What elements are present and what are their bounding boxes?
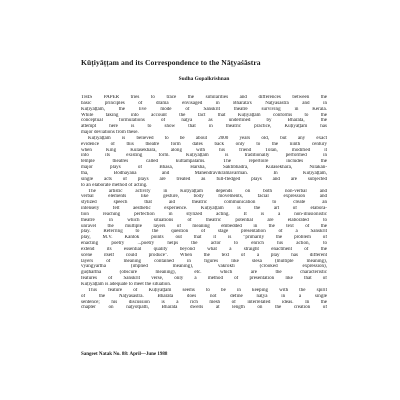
text-line: The artistic activity in Kūṭiyāṭṭam depends on both non-verbal and [88,188,327,194]
text-line: gūḍhārtha (obscure meaning), etc. which are the characteristic [81,270,327,276]
text-line: verbal elements like gesture, body movements, facial expression and [81,194,327,200]
text-line: temple theatres called kūttampalams. The repertoire includes the [81,159,327,165]
text-line: basic principles of drama envisaged in Bharata's Nāṭyaśāstra and in [81,100,327,106]
text-line: Kūṭiyāṭṭam is believed to be about 2000 years old, but any exact [88,135,327,141]
text-line: THIS PAPER tries to trace the similarities and differences between the [81,95,327,100]
text-line: into its existing form. Kūṭiyāṭṭam is traditionally performed in [81,153,327,159]
text-line: single acts of plays are treated as full-fledged plays and are subjected [81,176,327,182]
text-line: Kūṭiyāṭṭam, the live mode of Sanskrit theatre surviving in Kerala. [81,106,327,112]
paragraph-1 [81,95,327,136]
text-line: when King Kulaśekhara, along with his friend Tolan, modified it [81,147,327,153]
text-line: layers of meaning contained in figures like ślesa (multiple meaning), [81,258,327,264]
page-footer: Sangeet Natak No. 88: April—June 1988 [81,352,168,357]
paragraph-4 [81,288,327,311]
article-body [81,95,327,311]
text-line: chapter on nāṭyotpatti, Bharata dwells at length on the creation of [81,305,327,311]
text-line: theatre in which situations of theatric potential are elaborated to [81,217,327,223]
text-line: to an elaborate method of acting. [81,182,148,188]
text-line: vyangyārtha (implied meaning), vakrokti (crooked expression), [81,264,327,270]
text-line: features of Sanskrit verse, only a method of presentation like that of [81,276,327,282]
text-line: major deviations from these. [81,130,139,136]
text-line: While taking into account the fact that Kūṭiyāṭṭam conforms to the [81,112,327,118]
text-line: scene itself could produce". When the text of a play has different [81,252,327,258]
text-line: Kūṭiyāṭṭam is adequate to meet the situation. [81,282,172,287]
text-line: of the Nāṭyaśāstra. Bharata does not define nāṭya in a single [81,293,327,299]
text-line: evidence of this theatre form dates back only to the ninth century [81,141,327,147]
article-title: Kūṭiyāṭṭam and its Correspondence to the Nāṭyaśāstra [81,58,261,67]
article-page [81,58,327,358]
text-line: This feature of Kūṭiyāṭṭam seems to be in keeping with the spirit [88,287,327,293]
text-line: sentence; his discussion is a rich mesh of interrelated ideas. In the [81,299,327,305]
text-line: attempt here is to show that in theatric practice, Kūṭiyāṭṭam has [81,124,327,130]
paragraph-3 [81,189,327,288]
text-line: play, M.V. Kantok points out that it is "primarily the problem of [81,235,327,241]
text-line: extend its essential quality beyond what a straight enactment of the [81,246,327,252]
text-line: major plays of Bhasa, Harsha, Śaktibhadra, Kulaśekhara, Nīlakan- [81,165,327,171]
text-line: unravel the multiple layers of meaning embedded in the text of the [81,223,327,229]
article-author: Sudha Gopalkrishnan [178,76,230,82]
text-line: intensely felt aesthetic experience. Kūṭiyāṭṭam is the art of elabora- [81,206,327,212]
text-line: tha, Bodhayana and Mahendravikramavarman. In Kūṭiyāṭṭam, [81,170,327,176]
text-line: stylized speech that aid theatric communication to create an [81,200,327,206]
text-line: conceptual formulations of nāṭya as underlined by Bharata, the [81,118,327,124]
text-line: enacting poetry ...poetry helps the actor to enrich his action, to [81,241,327,247]
text-line: play. Referring to the question of stage presentation of a Sanskrit [81,229,327,235]
paragraph-2 [81,136,327,189]
text-line: tion reaching perfection in stylized acting. It is a non-illusionistic [81,211,327,217]
